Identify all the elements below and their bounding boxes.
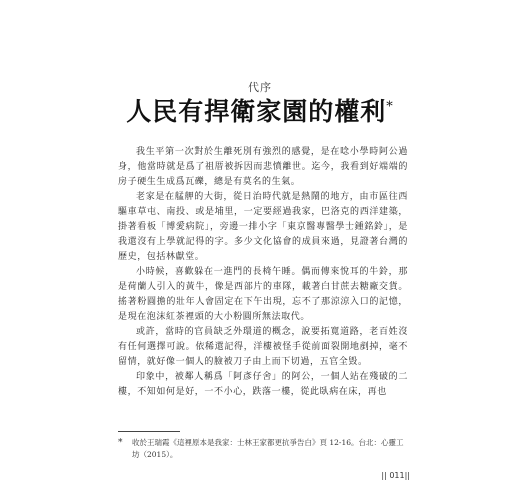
paragraph: 或許，當時的官員缺乏外環道的概念，說要拓寬道路，老百姓沒有任何選擇可說。依稀還記得，洋樓被怪手從前面裂開地剷掉，毫不留情，就好像一個人的臉被刀子由上而下切過，五官全毀。 xyxy=(118,327,408,367)
paragraph: 小時候，喜歡躲在一進門的長椅午睡。偶而傳來悅耳的牛鈴，那是荷蘭人引入的黃牛，像是西部片的車隊，載著白甘蔗去糖廠交貨。搖著粉圓擔的壯年人會固定在下午出現，忘不了那涼涼入口的記憶，是現在泡沫紅茶裡頭的大小粉圓所無法取代。 xyxy=(118,267,408,322)
title-block xyxy=(0,92,520,128)
preface-label: 代序 xyxy=(248,81,272,94)
footnote-text: 收於王瑞霞《這裡原本是我家：士林王家都更抗爭告白》頁 12-16。台北：心靈工坊（2015）。 xyxy=(132,438,404,459)
body-text xyxy=(118,145,408,400)
footnote xyxy=(118,437,408,461)
paragraph: 老家是在艋舺的大街，從日治時代就是熱鬧的地方，由市區往西驅車草屯、南投、或是埔里，一定要經過我家，巴洛克的西洋建築，掛著看板「博愛病院」，旁邊一排小字「東京醫專醫學士鍾銘鈴」，是我還沒有上學就記得的字。多少文化協會的成員來過，見證著台灣的歷史，包括林獻堂。 xyxy=(118,192,408,262)
chapter-title-text: 人民有捍衛家園的權利 xyxy=(126,97,387,126)
footnote-ref-mark: * xyxy=(386,99,394,115)
page-number: || 011|| xyxy=(381,471,410,480)
chapter-title xyxy=(126,92,394,128)
footnote-marker: * xyxy=(118,438,123,448)
footnote-divider xyxy=(118,431,180,432)
paragraph: 我生平第一次對於生離死別有強烈的感覺，是在唸小學時阿公過身，他當時就是爲了祖厝被拆因而悲憤離世。迄今，我看到好端端的房子硬生生成爲瓦礫，總是有莫名的生氣。 xyxy=(118,147,408,187)
paragraph: 印象中，被鄰人稱爲「阿彥仔舍」的阿公，一個人站在殘破的二樓，不知如何是好，一不小心，跌落一樓，從此臥病在床，再也 xyxy=(118,372,408,397)
